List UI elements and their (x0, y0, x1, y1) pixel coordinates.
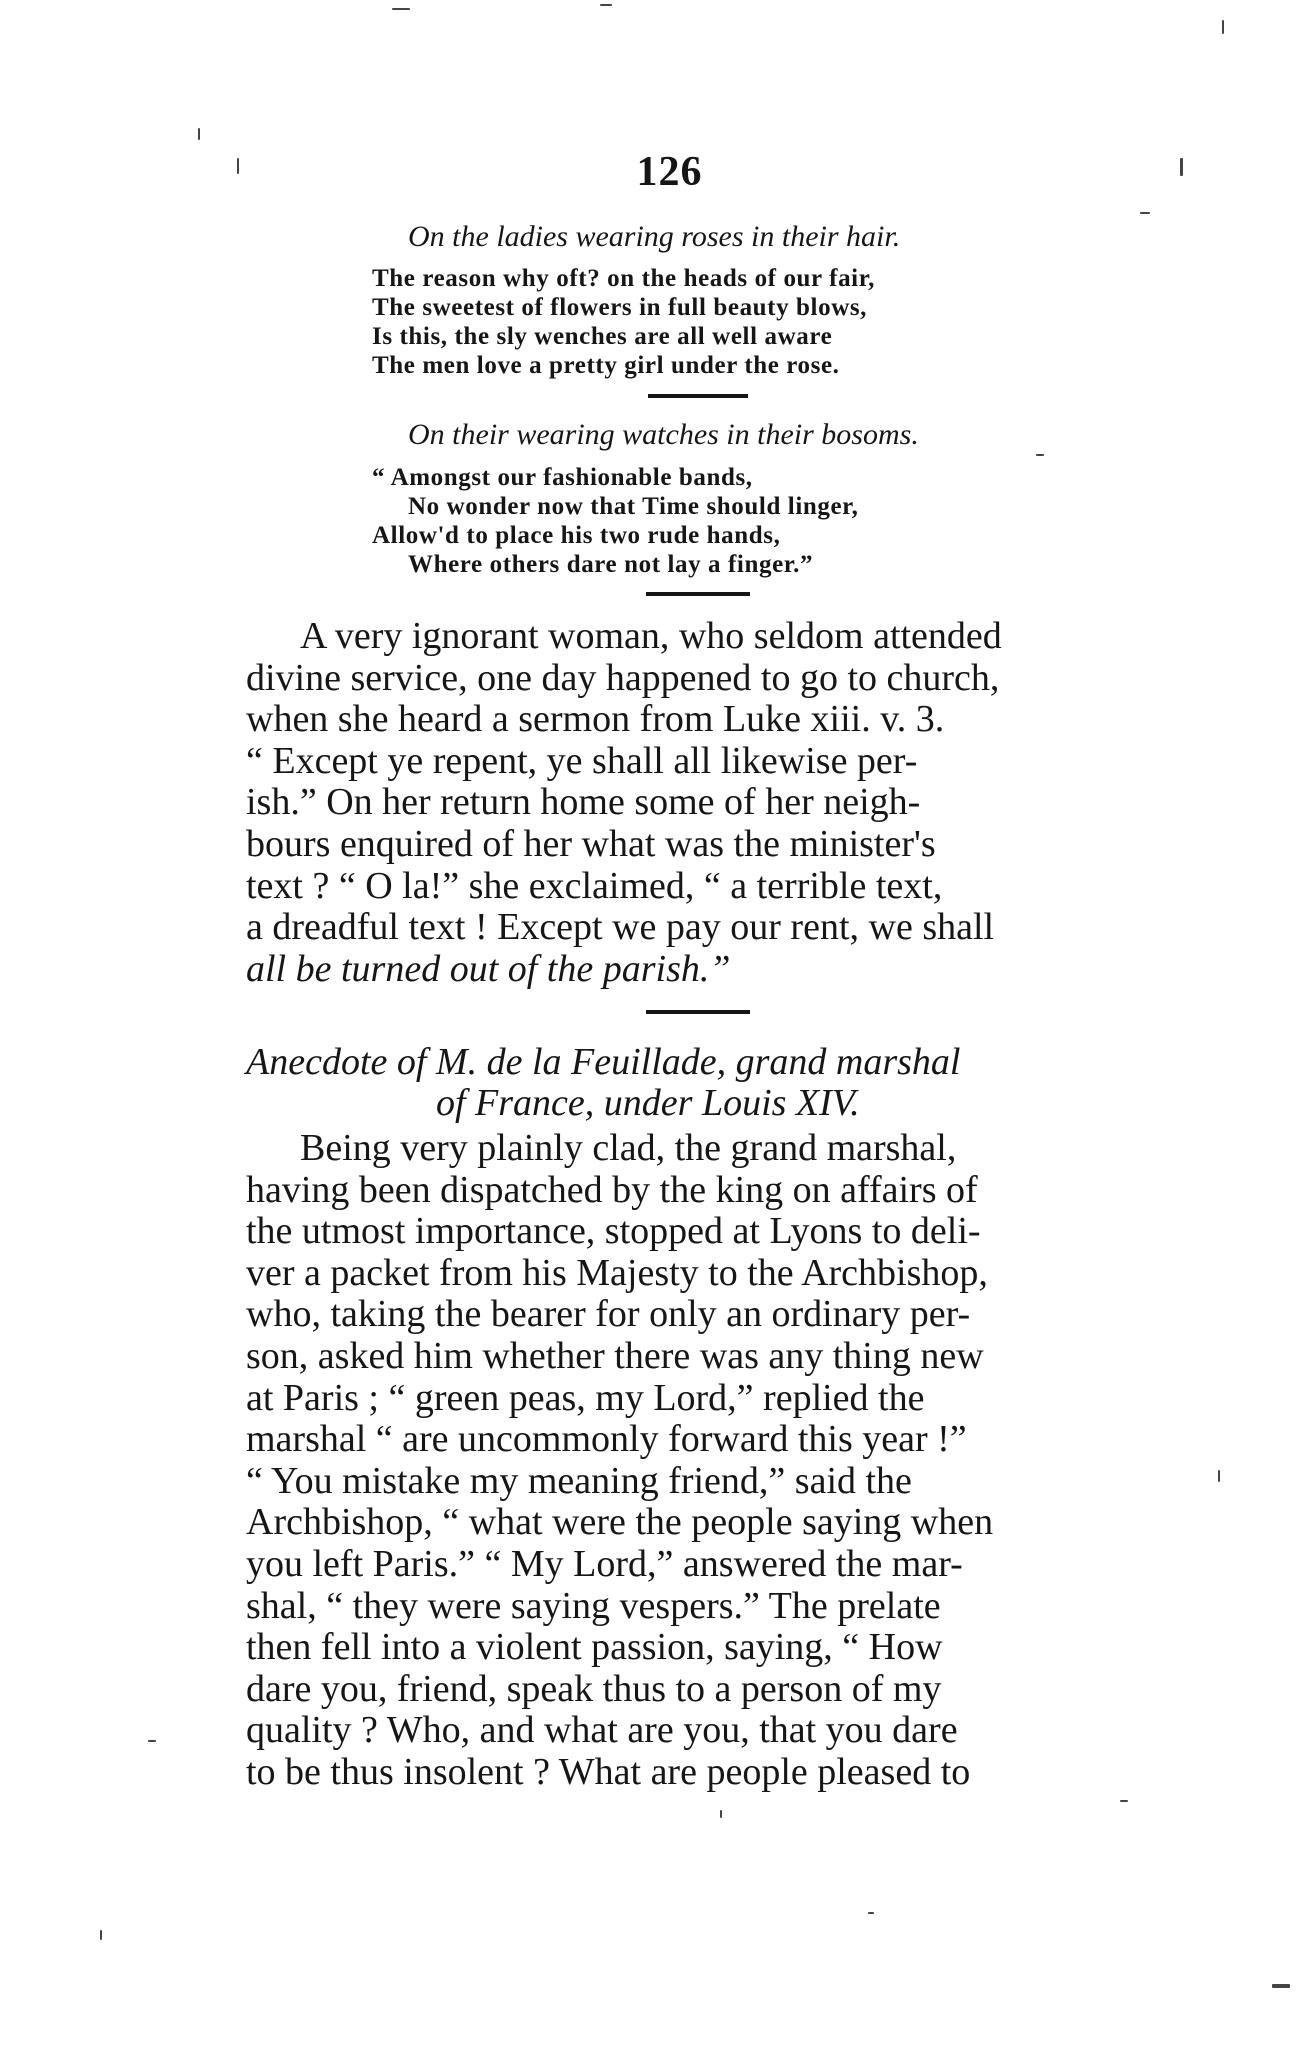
text-line: ver a packet from his Majesty to the Archbishop, (246, 1251, 988, 1294)
scan-speck (1180, 158, 1183, 176)
poem1-line: The men love a pretty girl under the rose. (372, 352, 840, 379)
heading-line: Anecdote of M. de la Feuillade, grand marshal (246, 1041, 961, 1083)
scan-speck (1140, 212, 1150, 214)
scan-speck (100, 1930, 102, 1940)
text-line: a dreadful text ! Except we pay our rent, we shall (246, 906, 995, 949)
page-number: 126 (636, 149, 703, 195)
section-divider (646, 1010, 750, 1014)
scan-speck (392, 8, 410, 10)
poem1-line: The sweetest of flowers in full beauty blows, (372, 294, 868, 321)
text-line: divine service, one day happened to go to church, (246, 656, 1000, 699)
anecdote-heading (246, 1042, 1206, 1124)
scan-speck (148, 1740, 156, 1742)
text-line: text ? “ O la!” she exclaimed, “ a terrible text, (246, 864, 943, 907)
heading-line: of France, under Louis XIV. (436, 1082, 860, 1124)
scan-speck (1222, 20, 1224, 34)
poem2-line: No wonder now that Time should linger, (408, 493, 859, 520)
poem1-title: On the ladies wearing roses in their hair. (408, 220, 901, 253)
text-line: who, taking the bearer for only an ordinary per- (246, 1293, 971, 1336)
poem2-line: Where others dare not lay a finger.” (408, 551, 814, 578)
poem2-line: Allow'd to place his two rude hands, (372, 522, 781, 549)
scan-speck (1120, 1800, 1128, 1802)
text-line: to be thus insolent ? What are people pleased to (246, 1750, 971, 1793)
section-divider (646, 592, 750, 596)
anecdote-ignorant-woman (246, 616, 1200, 990)
text-line: “ You mistake my meaning friend,” said the (246, 1459, 912, 1502)
text-line: son, asked him whether there was any thing new (246, 1334, 984, 1377)
text-line: dare you, friend, speak thus to a person of my (246, 1667, 942, 1710)
scan-speck (600, 4, 612, 6)
poem1-line: The reason why oft? on the heads of our fair, (372, 265, 875, 292)
scan-speck (1036, 454, 1044, 456)
scan-speck (1272, 1984, 1290, 1988)
text-line: when she heard a sermon from Luke xiii. v. 3. (246, 698, 945, 741)
text-line: “ Except ye repent, ye shall all likewise per- (246, 739, 918, 782)
anecdote-body (246, 1128, 1200, 1794)
text-line: marshal “ are uncommonly forward this year !” (246, 1418, 967, 1461)
text-line: all be turned out of the parish.” (246, 947, 731, 990)
text-line: bours enquired of her what was the minister's (246, 822, 936, 865)
poem2-line: “ Amongst our fashionable bands, (372, 464, 753, 491)
text-line: Archbishop, “ what were the people saying when (246, 1501, 994, 1544)
text-line: then fell into a violent passion, saying, “ How (246, 1626, 943, 1669)
text-line: shal, “ they were saying vespers.” The prelate (246, 1584, 941, 1627)
text-line: A very ignorant woman, who seldom attended (300, 615, 1002, 657)
text-line: quality ? Who, and what are you, that you dare (246, 1709, 958, 1752)
text-line: having been dispatched by the king on affairs of (246, 1168, 978, 1211)
poem1-line: Is this, the sly wenches are all well aware (372, 323, 833, 350)
scan-speck (868, 1912, 874, 1914)
section-divider (648, 394, 748, 398)
scan-speck (237, 158, 239, 174)
scan-speck (198, 128, 200, 140)
text-line: at Paris ; “ green peas, my Lord,” replied the (246, 1376, 925, 1419)
text-line: Being very plainly clad, the grand marshal, (300, 1127, 957, 1169)
text-line: the utmost importance, stopped at Lyons to deli- (246, 1210, 981, 1253)
text-line: you left Paris.” “ My Lord,” answered the mar- (246, 1542, 963, 1585)
text-line: ish.” On her return home some of her neigh- (246, 781, 921, 824)
poem2-title: On their wearing watches in their bosoms. (408, 418, 919, 451)
poem1-verse (372, 264, 875, 380)
scan-speck (1218, 1470, 1220, 1482)
poem2-verse (372, 463, 858, 579)
scan-speck (720, 1810, 722, 1818)
